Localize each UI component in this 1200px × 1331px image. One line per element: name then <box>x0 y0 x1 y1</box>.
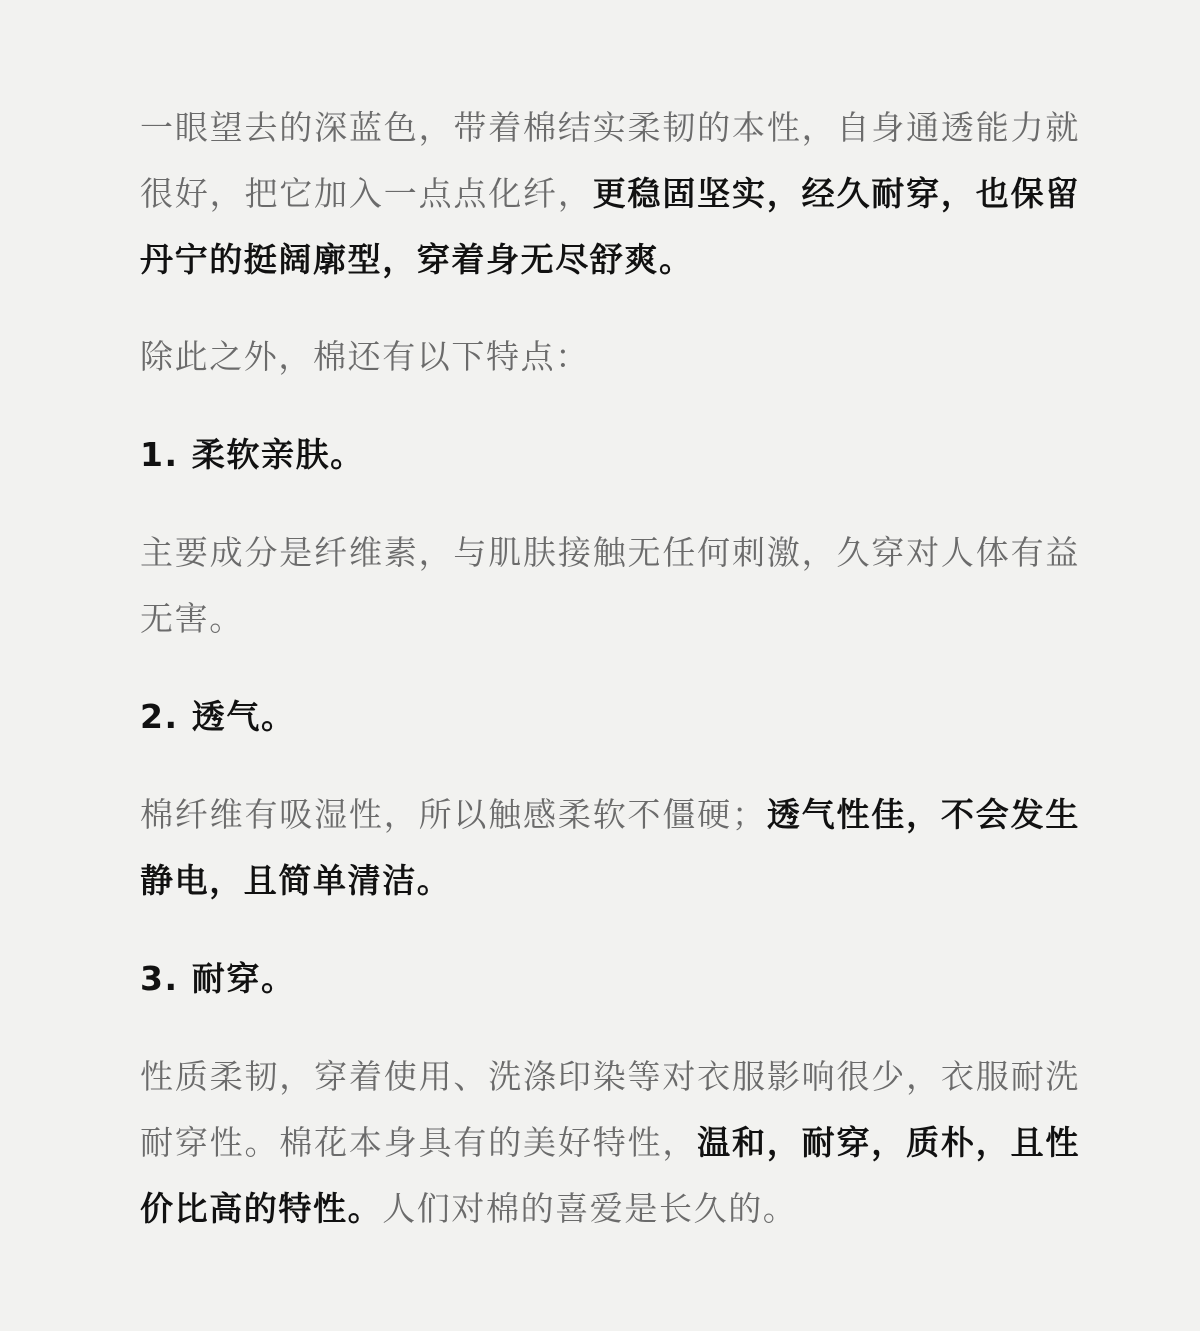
intro-text: 一眼望去的深蓝色，带着棉结实柔韧的本性，自身通透能力就很好，把它加入一点点化纤， <box>140 108 1080 213</box>
feature-text-breathable-highlight: 透气性佳，不会发生静电，且简单清洁。 <box>140 795 1080 900</box>
feature-text-breathable <box>140 782 1080 914</box>
feature-text-breathable-body: 棉纤维有吸湿性，所以触感柔软不僵硬； <box>140 795 767 834</box>
lead-in-text: 除此之外，棉还有以下特点： <box>140 337 590 376</box>
feature-heading-durable: 3. 耐穿。 <box>140 959 296 998</box>
feature-text-soft <box>140 520 1080 652</box>
feature-heading-soft: 1. 柔软亲肤。 <box>140 435 365 474</box>
feature-text-soft-body: 主要成分是纤维素，与肌肤接触无任何刺激，久穿对人体有益无害。 <box>140 533 1080 638</box>
feature-heading-breathable: 2. 透气。 <box>140 697 296 736</box>
feature-text-durable <box>140 1044 1080 1242</box>
feature-text-durable-highlight: 温和，耐穿，质朴，且性价比高的特性。 <box>140 1123 1080 1228</box>
intro-paragraph <box>140 95 1080 293</box>
feature-text-durable-closing: 人们对棉的喜爱是长久的。 <box>382 1189 798 1228</box>
feature-text-durable-body: 性质柔韧，穿着使用、洗涤印染等对衣服影响很少，衣服耐洗耐穿性。棉花本身具有的美好特性， <box>140 1057 1080 1162</box>
intro-highlight: 更稳固坚实，经久耐穿，也保留丹宁的挺阔廓型，穿着身无尽舒爽。 <box>140 174 1080 279</box>
